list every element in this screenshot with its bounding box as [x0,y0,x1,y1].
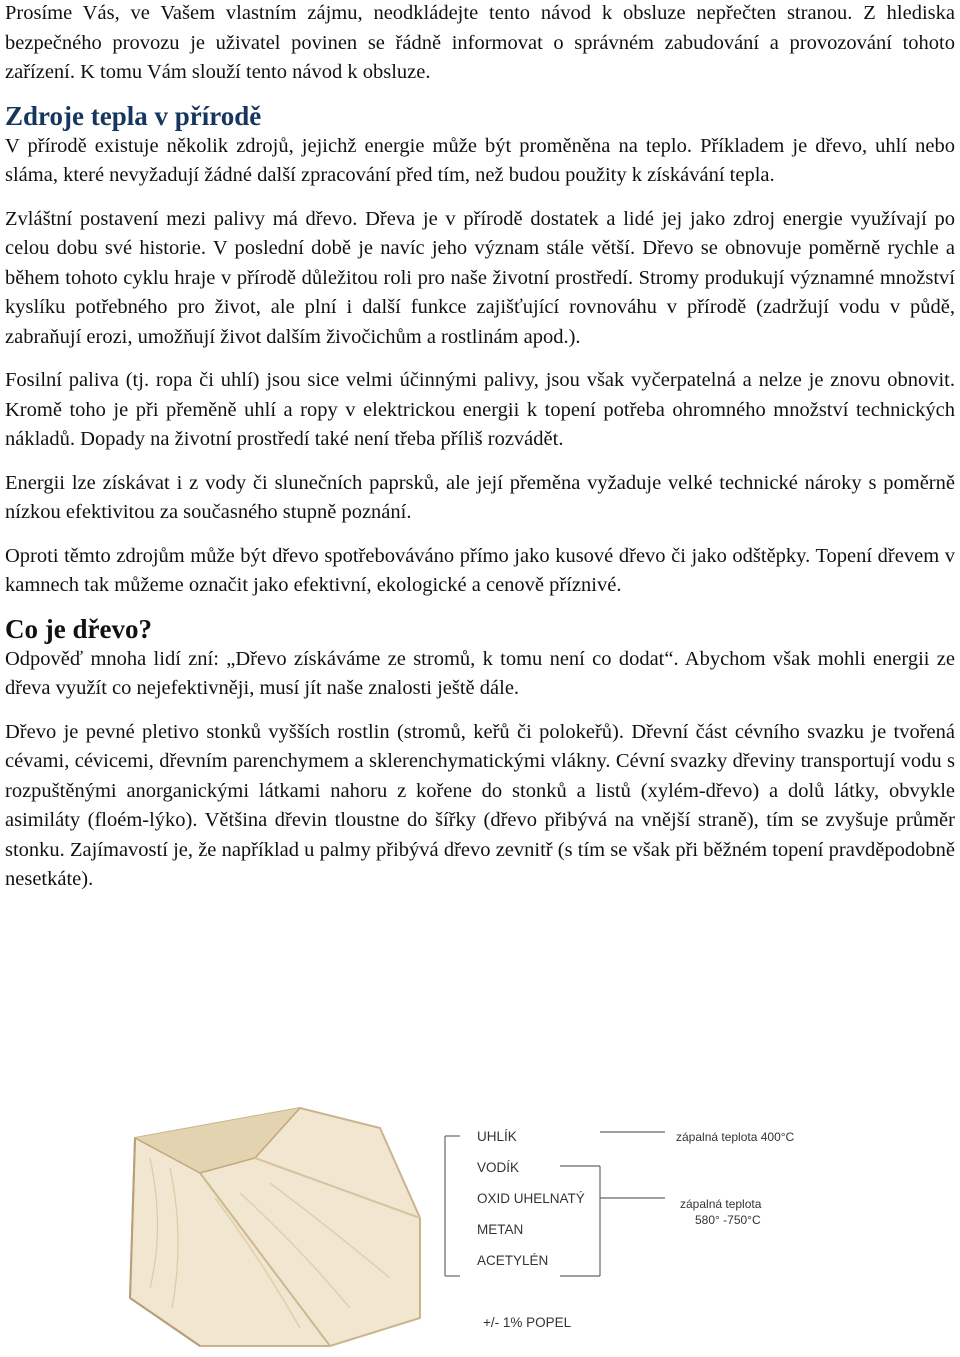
heading-what-is-wood: Co je dřevo? [5,613,152,644]
component-label: UHLÍK [477,1129,517,1144]
intro-paragraph: Prosíme Vás, ve Vašem vlastním zájmu, neodkládejte tento návod k obsluze nepřečten stranou. Z hlediska bezpečného provozu je uživatel povinen se řádně informovat o správném zabudování a provozování tohoto zařízení. K tomu Vám slouží tento návod k obsluze. [5,2,955,83]
paragraph: V přírodě existuje několik zdrojů, jejichž energie může být proměněna na teplo. Příkladem je dřevo, uhlí nebo sláma, které nevyžadují žádné další zpracování před tím, než budou použity k získávání tepla. [5,134,955,186]
temp-label: zápalná teplota [680,1197,762,1211]
paragraph: Zvláštní postavení mezi palivy má dřevo. Dřeva je v přírodě dostatek a lidé jej jako zdroj energie využívají po celou dobu své historie. V poslední době je navíc jeho význam stále větší. Dřevo se obnovuje poměrně rychle a během tohoto cyklu hraje v přírodě důležitou roli pro naše životní prostředí. Stromy produkují významné množství kyslíku potřebného pro život, ale plní i další funkce zajišťující rovnováhu v přírodě (zadržují vodu v půdě, zabraňují erozi, umožňují život dalším živočichům a rostlinám apod.). [5,207,955,348]
wood-composition-diagram [0,1098,960,1352]
wood-log-illustration [130,1108,420,1346]
component-label: ACETYLÉN [477,1253,549,1268]
paragraph: Dřevo je pevné pletivo stonků vyšších rostlin (stromů, keřů či polokeřů). Dřevní část cévního svazku je tvořená cévami, cévicemi, dřevním parenchymem a sklerenchymatickými vlákny. Cévní svazky dřeviny transportují vodu s rozpuštěnými anorganickými látkami nahoru z kořene do stonků a listů (xylém-dřevo) a dolů látky, obvykle asimiláty (floém-lýko). Většina dřevin tloustne do šířky (dřevo přibývá na vnější straně), tím se zvyšuje průměr stonku. Zajímavostí je, že například u palmy přibývá dřevo zevnitř (s tím se však při běžném topení pravděpodobně nesetkáte). [5,720,955,890]
heading-heat-sources: Zdroje tepla v přírodě [5,100,262,131]
ash-label: +/- 1% POPEL [483,1315,572,1330]
ignition-temperature-labels [676,1130,795,1227]
paragraph: Energii lze získávat i z vody či slunečních paprsků, ale její přeměna vyžaduje velké technické nároky s poměrně nízkou efektivitou za současného stupně poznání. [5,471,955,523]
component-labels [477,1129,585,1330]
wood-composition-figure [0,1098,960,1352]
temp-label: zápalná teplota 400°C [676,1130,795,1144]
paragraph: Oproti těmto zdrojům může být dřevo spotřebováváno přímo jako kusové dřevo či jako odštěpky. Topení dřevem v kamnech tak můžeme označit jako efektivní, ekologické a cenově příznivé. [5,544,955,596]
paragraph: Odpověď mnoha lidí zní: „Dřevo získáváme ze stromů, k tomu není co dodat“. Abychom však mohli energii ze dřeva využít co nejefektivněji, musí jít naše znalosti ještě dále. [5,647,955,699]
paragraph: Fosilní paliva (tj. ropa či uhlí) jsou sice velmi účinnými palivy, jsou však vyčerpatelná a nelze je znovu obnovit. Kromě toho je při přeměně uhlí a ropy v elektrickou energii k topení potřeba ohromného množství technických nákladů. Dopady na životní prostředí také není třeba příliš rozvádět. [5,369,955,450]
component-label: VODÍK [477,1160,520,1175]
temp-label: 580° -750°C [695,1213,761,1227]
component-label: METAN [477,1222,524,1237]
component-label: OXID UHELNATÝ [477,1191,585,1206]
document-page [5,0,955,895]
